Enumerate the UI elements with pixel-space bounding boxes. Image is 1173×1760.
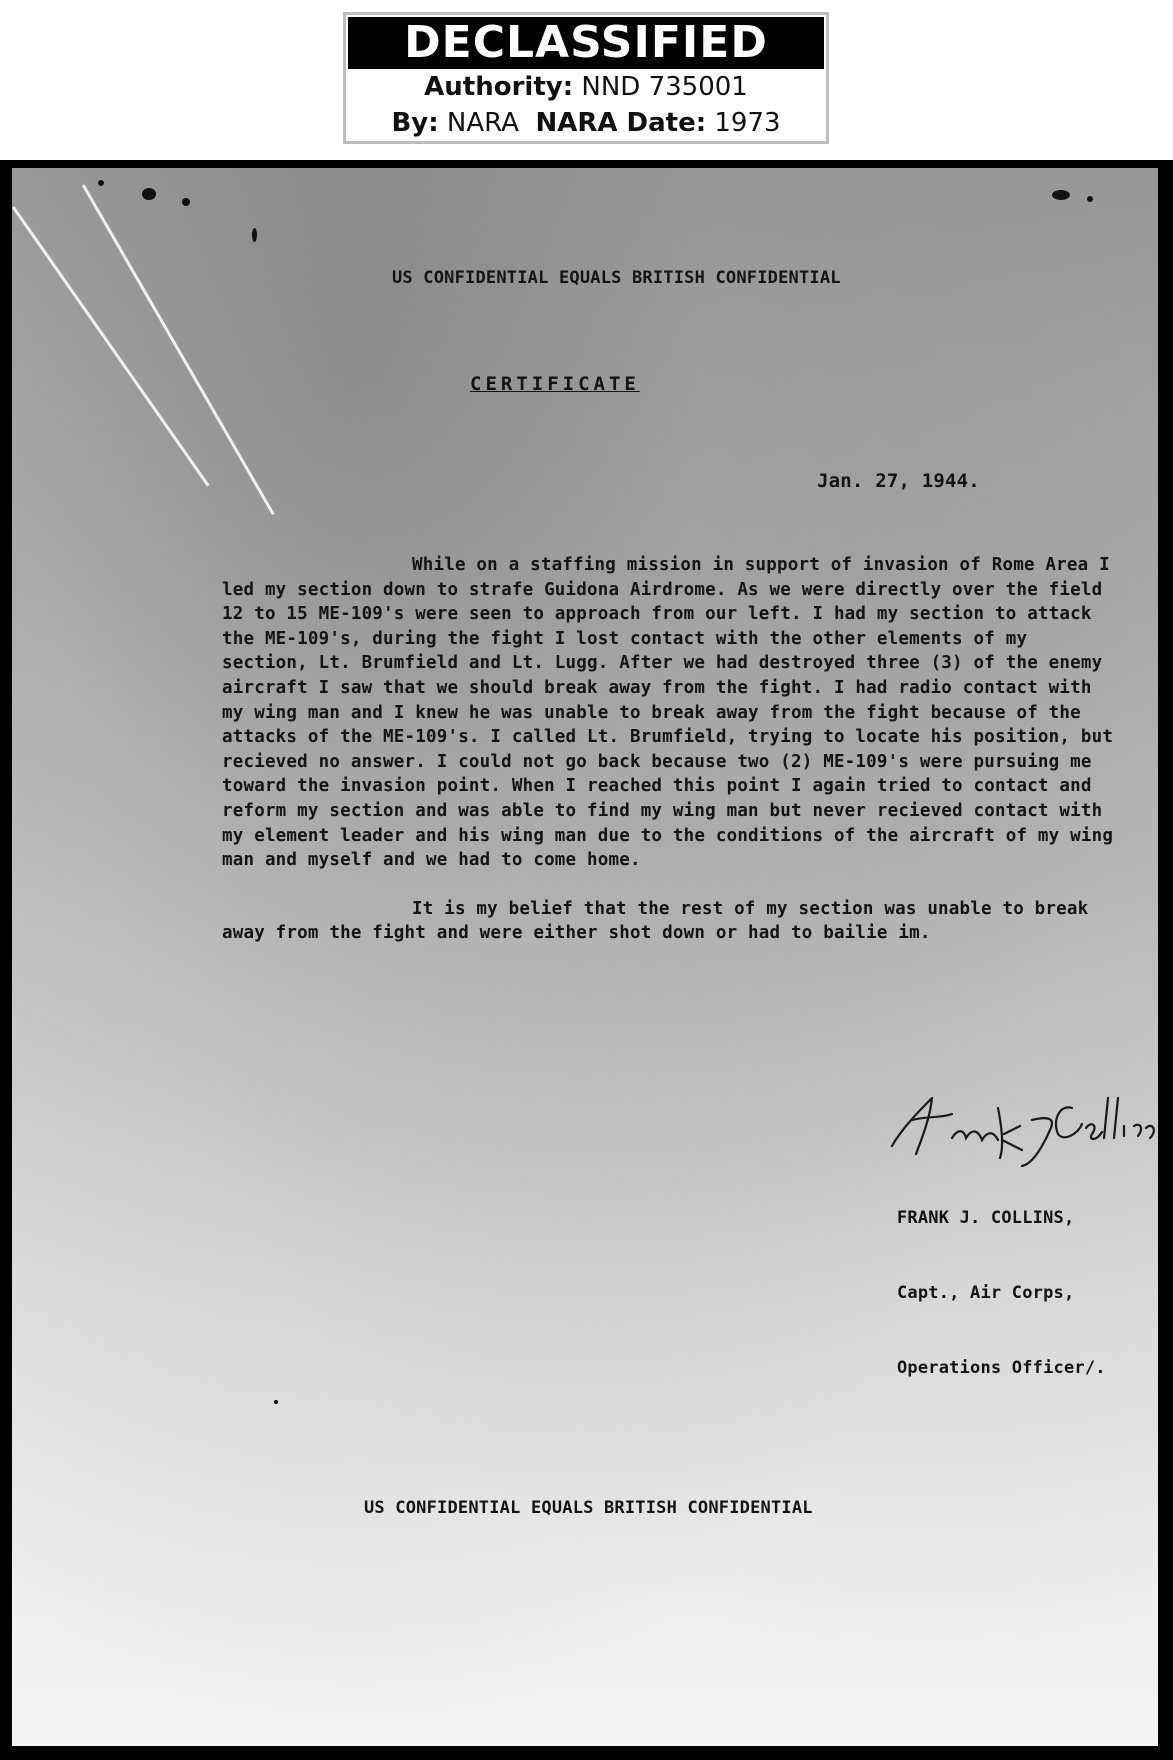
footer-marking: US CONFIDENTIAL EQUALS BRITISH CONFIDENTIAL — [364, 1498, 813, 1518]
speck-mark — [252, 228, 257, 242]
speck-mark — [142, 188, 156, 200]
handwritten-signature — [872, 1068, 1172, 1168]
speck-mark — [1052, 190, 1070, 200]
stamp-authority-value: NND 735001 — [581, 72, 748, 102]
body-paragraph: It is my belief that the rest of my section was unable to break away from the fight and were either shot down or had to bailie im. — [222, 898, 1089, 944]
stamp-date-label: NARA Date: — [535, 108, 707, 138]
stamp-title: DECLASSIFIED — [348, 17, 824, 69]
speck-mark — [182, 198, 190, 206]
stamp-authority-label: Authority: — [424, 72, 574, 102]
crease-line — [12, 206, 209, 486]
stamp-authority-line — [346, 69, 826, 105]
declassified-stamp — [343, 12, 829, 144]
stamp-by-value: NARA — [446, 108, 519, 138]
paper-page — [12, 168, 1158, 1746]
speck-mark — [98, 180, 104, 186]
signature-block — [897, 1156, 1106, 1431]
header-marking: US CONFIDENTIAL EQUALS BRITISH CONFIDENTIAL — [392, 268, 841, 288]
document-date: Jan. 27, 1944. — [817, 470, 980, 492]
speck-mark — [274, 1400, 278, 1404]
signer-name: FRANK J. COLLINS, — [897, 1208, 1075, 1228]
stamp-by-line — [346, 105, 826, 141]
document-body — [222, 553, 1122, 970]
stamp-date-value: 1973 — [714, 108, 781, 138]
speck-mark — [1087, 196, 1093, 202]
page-title: CERTIFICATE — [470, 373, 640, 395]
body-paragraph: While on a staffing mission in support of invasion of Rome Area I led my section down to strafe Guidona Airdrome. As we were directly over the field 12 to 15 ME-109's were seen to approach from our left. I had my section to attack the ME-109's, during the fight I lost contact with the other elements of my section, Lt. Brumfield and Lt. Lugg. After we had destroyed three (3) of the enemy aircraft I saw that we should break away from the fight. I had radio contact with my wing man and I knew he was unable to break away from the fight because of the attacks of the ME-109's. I called Lt. Brumfield, trying to locate his position, but recieved no answer. I could not go back because two (2) ME-109's were pursuing me toward the invasion point. When I reached this point I again tried to contact and reform my section and was able to find my wing man but never recieved contact with my element leader and his wing man due to the conditions of the aircraft of my wing man and myself and we had to come home. — [222, 555, 1114, 871]
scanned-sheet — [0, 160, 1173, 1760]
stamp-by-label: By: — [391, 108, 439, 138]
signer-title: Operations Officer/. — [897, 1358, 1106, 1378]
signer-rank: Capt., Air Corps, — [897, 1283, 1075, 1303]
